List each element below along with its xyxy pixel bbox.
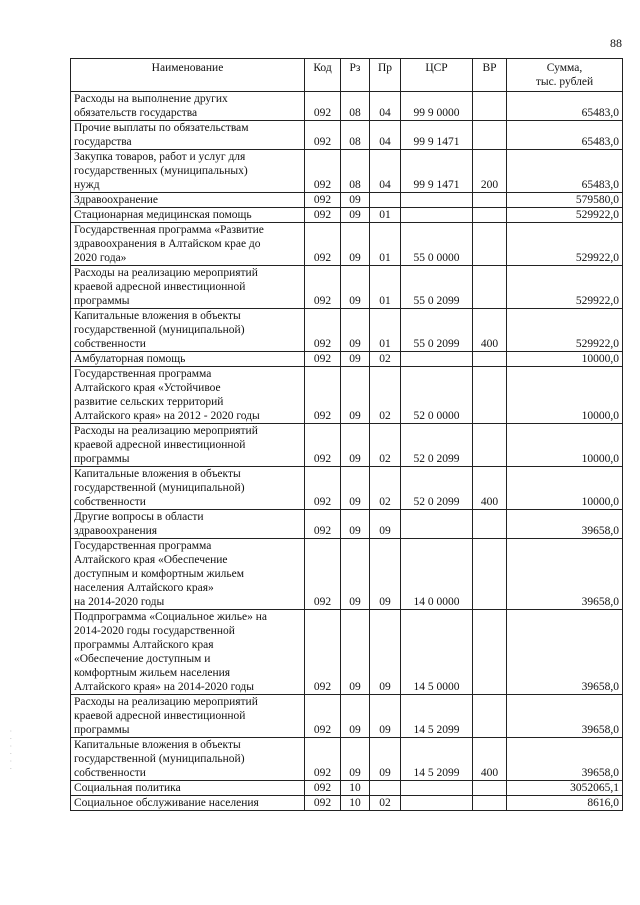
header-csr: ЦСР xyxy=(401,59,473,92)
row-name: Здравоохранение xyxy=(71,193,305,208)
row-vr: 200 xyxy=(473,150,507,193)
row-pr: 02 xyxy=(370,367,401,424)
row-csr: 55 0 2099 xyxy=(401,309,473,352)
row-vr xyxy=(473,92,507,121)
row-vr xyxy=(473,510,507,539)
row-pr: 09 xyxy=(370,695,401,738)
row-csr xyxy=(401,208,473,223)
row-csr: 55 0 2099 xyxy=(401,266,473,309)
row-pr: 04 xyxy=(370,92,401,121)
row-amount: 579580,0 xyxy=(507,193,623,208)
row-kod: 092 xyxy=(305,738,341,781)
row-amount: 10000,0 xyxy=(507,367,623,424)
row-kod: 092 xyxy=(305,610,341,695)
row-rz: 09 xyxy=(341,539,370,610)
row-name: Расходы на реализацию мероприятий краевой адресной инвестиционной программы xyxy=(71,695,305,738)
row-pr xyxy=(370,193,401,208)
row-pr: 01 xyxy=(370,309,401,352)
row-name: Стационарная медицинская помощь xyxy=(71,208,305,223)
table-row xyxy=(71,121,623,150)
row-csr: 99 9 0000 xyxy=(401,92,473,121)
row-pr: 09 xyxy=(370,539,401,610)
table-row xyxy=(71,781,623,796)
row-rz: 09 xyxy=(341,467,370,510)
row-vr: 400 xyxy=(473,309,507,352)
margin-marks: · · · · · · xyxy=(7,730,13,772)
table-row xyxy=(71,738,623,781)
row-pr: 01 xyxy=(370,223,401,266)
row-name: Подпрограмма «Социальное жилье» на 2014-2020 годы государственной программы Алтайского края «Обеспечение доступным и комфортным жильем населения Алтайского края» на 2014-2020 годы xyxy=(71,610,305,695)
table-row xyxy=(71,309,623,352)
table-row xyxy=(71,510,623,539)
row-amount: 65483,0 xyxy=(507,121,623,150)
row-rz: 10 xyxy=(341,796,370,811)
table-row xyxy=(71,796,623,811)
row-vr xyxy=(473,352,507,367)
row-csr: 14 5 2099 xyxy=(401,695,473,738)
table-row xyxy=(71,223,623,266)
row-amount: 10000,0 xyxy=(507,467,623,510)
row-rz: 09 xyxy=(341,367,370,424)
row-name: Государственная программа Алтайского края «Обеспечение доступным и комфортным жильем населения Алтайского края» на 2014-2020 годы xyxy=(71,539,305,610)
row-rz: 09 xyxy=(341,510,370,539)
row-vr xyxy=(473,208,507,223)
header-pr: Пр xyxy=(370,59,401,92)
table-row xyxy=(71,266,623,309)
row-rz: 10 xyxy=(341,781,370,796)
row-vr xyxy=(473,367,507,424)
row-csr: 14 5 0000 xyxy=(401,610,473,695)
table-row xyxy=(71,92,623,121)
table-row xyxy=(71,352,623,367)
row-csr xyxy=(401,193,473,208)
row-amount: 39658,0 xyxy=(507,510,623,539)
header-vr: ВР xyxy=(473,59,507,92)
row-kod: 092 xyxy=(305,510,341,539)
row-csr: 99 9 1471 xyxy=(401,121,473,150)
row-vr xyxy=(473,610,507,695)
row-kod: 092 xyxy=(305,352,341,367)
header-rz: Рз xyxy=(341,59,370,92)
row-amount: 10000,0 xyxy=(507,352,623,367)
table-row xyxy=(71,610,623,695)
row-name: Прочие выплаты по обязательствам государства xyxy=(71,121,305,150)
table-row xyxy=(71,539,623,610)
row-name: Закупка товаров, работ и услуг для государственных (муниципальных) нужд xyxy=(71,150,305,193)
row-pr: 09 xyxy=(370,510,401,539)
table-row xyxy=(71,467,623,510)
row-amount: 10000,0 xyxy=(507,424,623,467)
row-rz: 08 xyxy=(341,150,370,193)
row-pr: 04 xyxy=(370,121,401,150)
row-rz: 09 xyxy=(341,738,370,781)
row-rz: 09 xyxy=(341,610,370,695)
row-name: Расходы на реализацию мероприятий краевой адресной инвестиционной программы xyxy=(71,424,305,467)
row-kod: 092 xyxy=(305,266,341,309)
row-pr: 01 xyxy=(370,266,401,309)
row-kod: 092 xyxy=(305,121,341,150)
row-amount: 65483,0 xyxy=(507,92,623,121)
row-pr xyxy=(370,781,401,796)
row-amount: 39658,0 xyxy=(507,695,623,738)
row-csr xyxy=(401,781,473,796)
row-kod: 092 xyxy=(305,367,341,424)
row-kod: 092 xyxy=(305,150,341,193)
row-pr: 09 xyxy=(370,738,401,781)
row-name: Капитальные вложения в объекты государственной (муниципальной) собственности xyxy=(71,738,305,781)
header-name: Наименование xyxy=(71,59,305,92)
row-kod: 092 xyxy=(305,467,341,510)
row-amount: 39658,0 xyxy=(507,610,623,695)
row-name: Амбулаторная помощь xyxy=(71,352,305,367)
header-sum-line2: тыс. рублей xyxy=(535,76,594,88)
row-rz: 09 xyxy=(341,695,370,738)
row-name: Другие вопросы в области здравоохранения xyxy=(71,510,305,539)
row-amount: 529922,0 xyxy=(507,208,623,223)
row-vr xyxy=(473,121,507,150)
row-rz: 08 xyxy=(341,121,370,150)
row-amount: 39658,0 xyxy=(507,539,623,610)
row-amount: 529922,0 xyxy=(507,266,623,309)
row-kod: 092 xyxy=(305,92,341,121)
row-amount: 529922,0 xyxy=(507,223,623,266)
page-number: 88 xyxy=(610,36,622,50)
row-name: Социальная политика xyxy=(71,781,305,796)
row-vr xyxy=(473,266,507,309)
row-rz: 09 xyxy=(341,208,370,223)
row-vr xyxy=(473,193,507,208)
row-vr xyxy=(473,539,507,610)
row-csr: 52 0 2099 xyxy=(401,424,473,467)
row-csr: 14 0 0000 xyxy=(401,539,473,610)
row-amount: 529922,0 xyxy=(507,309,623,352)
row-rz: 08 xyxy=(341,92,370,121)
row-kod: 092 xyxy=(305,424,341,467)
row-amount: 65483,0 xyxy=(507,150,623,193)
row-rz: 09 xyxy=(341,352,370,367)
row-pr: 04 xyxy=(370,150,401,193)
row-name: Государственная программа «Развитие здравоохранения в Алтайском крае до 2020 года» xyxy=(71,223,305,266)
row-csr: 55 0 0000 xyxy=(401,223,473,266)
row-kod: 092 xyxy=(305,695,341,738)
row-vr: 400 xyxy=(473,467,507,510)
row-csr xyxy=(401,510,473,539)
row-csr xyxy=(401,352,473,367)
table-header xyxy=(71,59,623,92)
row-name: Капитальные вложения в объекты государственной (муниципальной) собственности xyxy=(71,467,305,510)
header-kod: Код xyxy=(305,59,341,92)
row-kod: 092 xyxy=(305,309,341,352)
row-rz: 09 xyxy=(341,193,370,208)
row-name: Социальное обслуживание населения xyxy=(71,796,305,811)
row-rz: 09 xyxy=(341,266,370,309)
row-name: Расходы на выполнение других обязательств государства xyxy=(71,92,305,121)
row-name: Капитальные вложения в объекты государственной (муниципальной) собственности xyxy=(71,309,305,352)
row-amount: 8616,0 xyxy=(507,796,623,811)
row-kod: 092 xyxy=(305,193,341,208)
row-csr xyxy=(401,796,473,811)
row-kod: 092 xyxy=(305,539,341,610)
row-vr xyxy=(473,424,507,467)
row-rz: 09 xyxy=(341,309,370,352)
row-pr: 02 xyxy=(370,796,401,811)
row-rz: 09 xyxy=(341,223,370,266)
row-csr: 52 0 0000 xyxy=(401,367,473,424)
table-row xyxy=(71,424,623,467)
row-pr: 02 xyxy=(370,467,401,510)
row-pr: 02 xyxy=(370,424,401,467)
row-csr: 99 9 1471 xyxy=(401,150,473,193)
table-row xyxy=(71,367,623,424)
row-pr: 01 xyxy=(370,208,401,223)
table-body xyxy=(71,92,623,811)
row-pr: 09 xyxy=(370,610,401,695)
table-row xyxy=(71,150,623,193)
row-pr: 02 xyxy=(370,352,401,367)
header-sum xyxy=(507,59,623,92)
table-row xyxy=(71,695,623,738)
table-row xyxy=(71,193,623,208)
row-name: Расходы на реализацию мероприятий краевой адресной инвестиционной программы xyxy=(71,266,305,309)
row-csr: 14 5 2099 xyxy=(401,738,473,781)
budget-table xyxy=(70,58,623,811)
row-kod: 092 xyxy=(305,781,341,796)
row-vr xyxy=(473,223,507,266)
row-vr xyxy=(473,796,507,811)
table-row xyxy=(71,208,623,223)
row-name: Государственная программа Алтайского края «Устойчивое развитие сельских территорий Алтайского края» на 2012 - 2020 годы xyxy=(71,367,305,424)
row-vr xyxy=(473,695,507,738)
row-csr: 52 0 2099 xyxy=(401,467,473,510)
header-sum-line1: Сумма, xyxy=(546,62,583,74)
row-amount: 3052065,1 xyxy=(507,781,623,796)
row-amount: 39658,0 xyxy=(507,738,623,781)
row-vr xyxy=(473,781,507,796)
row-rz: 09 xyxy=(341,424,370,467)
row-vr: 400 xyxy=(473,738,507,781)
row-kod: 092 xyxy=(305,208,341,223)
row-kod: 092 xyxy=(305,223,341,266)
row-kod: 092 xyxy=(305,796,341,811)
